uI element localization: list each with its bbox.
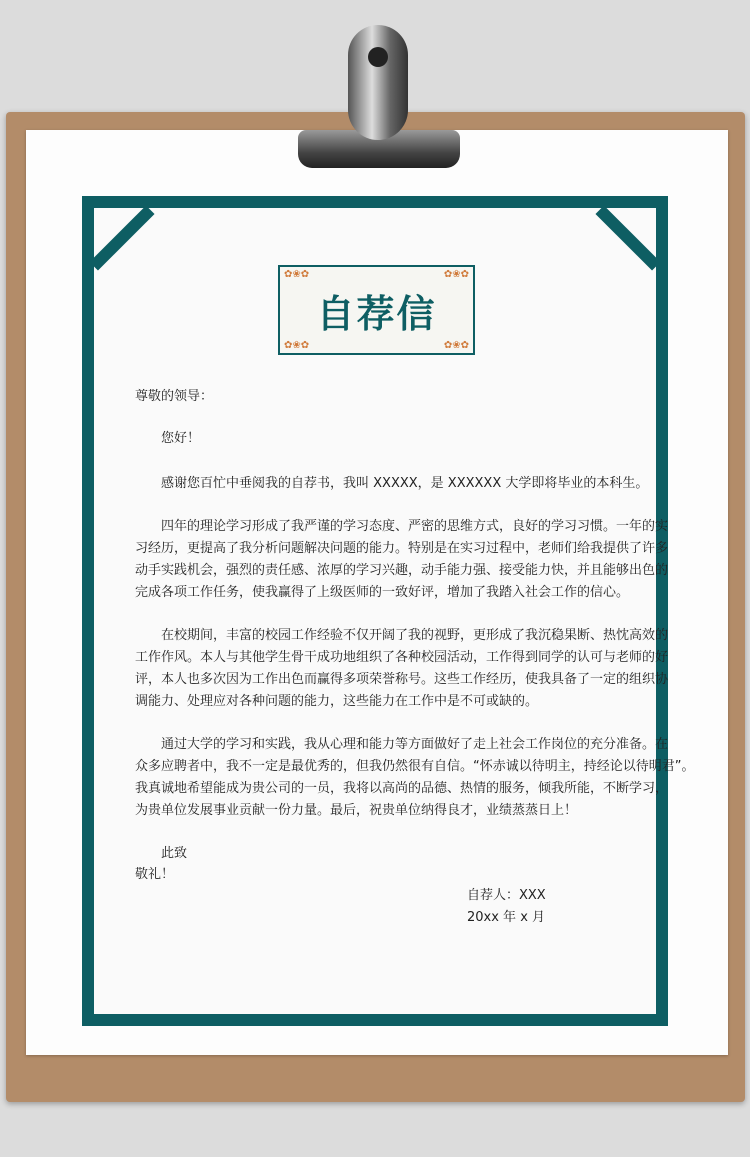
paragraph-line: 评，本人也多次因为工作出色而赢得多项荣誉称号。这些工作经历，使我具备了一定的组织协: [135, 672, 669, 687]
paragraph-line: 完成各项工作任务，使我赢得了上级医师的一致好评，增加了我踏入社会工作的信心。: [135, 585, 630, 600]
closing-line-2: 敬礼！: [135, 867, 175, 882]
corner-decoration: [595, 205, 660, 270]
paragraph-line: 在校期间，丰富的校园工作经验不仅开阔了我的视野，更形成了我沉稳果断、热忱高效的: [161, 628, 669, 643]
signer: 自荐人：XXX: [467, 888, 546, 903]
paragraph-line: 动手实践机会，强烈的责任感、浓厚的学习兴趣，动手能力强、接受能力快，并且能够出色的: [135, 563, 669, 578]
title-box: [278, 265, 475, 355]
flower-decoration-icon: ✿❀✿: [443, 269, 469, 280]
paragraph-line: 四年的理论学习形成了我严谨的学习态度、严密的思维方式，良好的学习习惯。一年的实: [161, 519, 669, 534]
paragraph-line: 众多应聘者中，我不一定是最优秀的，但我仍然很有自信。“怀赤诚以待明主，持经论以待明君”。: [135, 759, 695, 774]
paragraph-line: 为贵单位发展事业贡献一份力量。最后，祝贵单位纳得良才，业绩蒸蒸日上！: [135, 803, 578, 818]
paragraph-line: 习经历，更提高了我分析问题解决问题的能力。特别是在实习过程中，老师们给我提供了许多: [135, 541, 669, 556]
corner-decoration: [89, 205, 154, 270]
flower-decoration-icon: ✿❀✿: [284, 269, 310, 280]
paragraph-line: 我真诚地希望能成为贵公司的一员，我将以高尚的品德、热情的服务，倾我所能，不断学习，: [135, 781, 669, 796]
salutation: 尊敬的领导：: [135, 389, 214, 404]
paragraph-line: 工作作风。本人与其他学生骨干成功地组织了各种校园活动，工作得到同学的认可与老师的好: [135, 650, 669, 665]
date: 20xx 年 x 月: [467, 910, 546, 925]
paragraph-line: 通过大学的学习和实践，我从心理和能力等方面做好了走上社会工作岗位的充分准备。在: [161, 737, 669, 752]
closing-line-1: 此致: [161, 846, 188, 861]
intro-paragraph: 感谢您百忙中垂阅我的自荐书，我叫 XXXXX，是 XXXXXX 大学即将毕业的本科生。: [161, 476, 649, 491]
binder-clip-ring: [348, 25, 408, 140]
flower-decoration-icon: ✿❀✿: [284, 340, 310, 351]
flower-decoration-icon: ✿❀✿: [443, 340, 469, 351]
paragraph-line: 调能力、处理应对各种问题的能力，这些能力在工作中是不可或缺的。: [135, 694, 539, 709]
greeting: 您好！: [161, 431, 201, 446]
page-title: 自荐信: [316, 290, 437, 336]
